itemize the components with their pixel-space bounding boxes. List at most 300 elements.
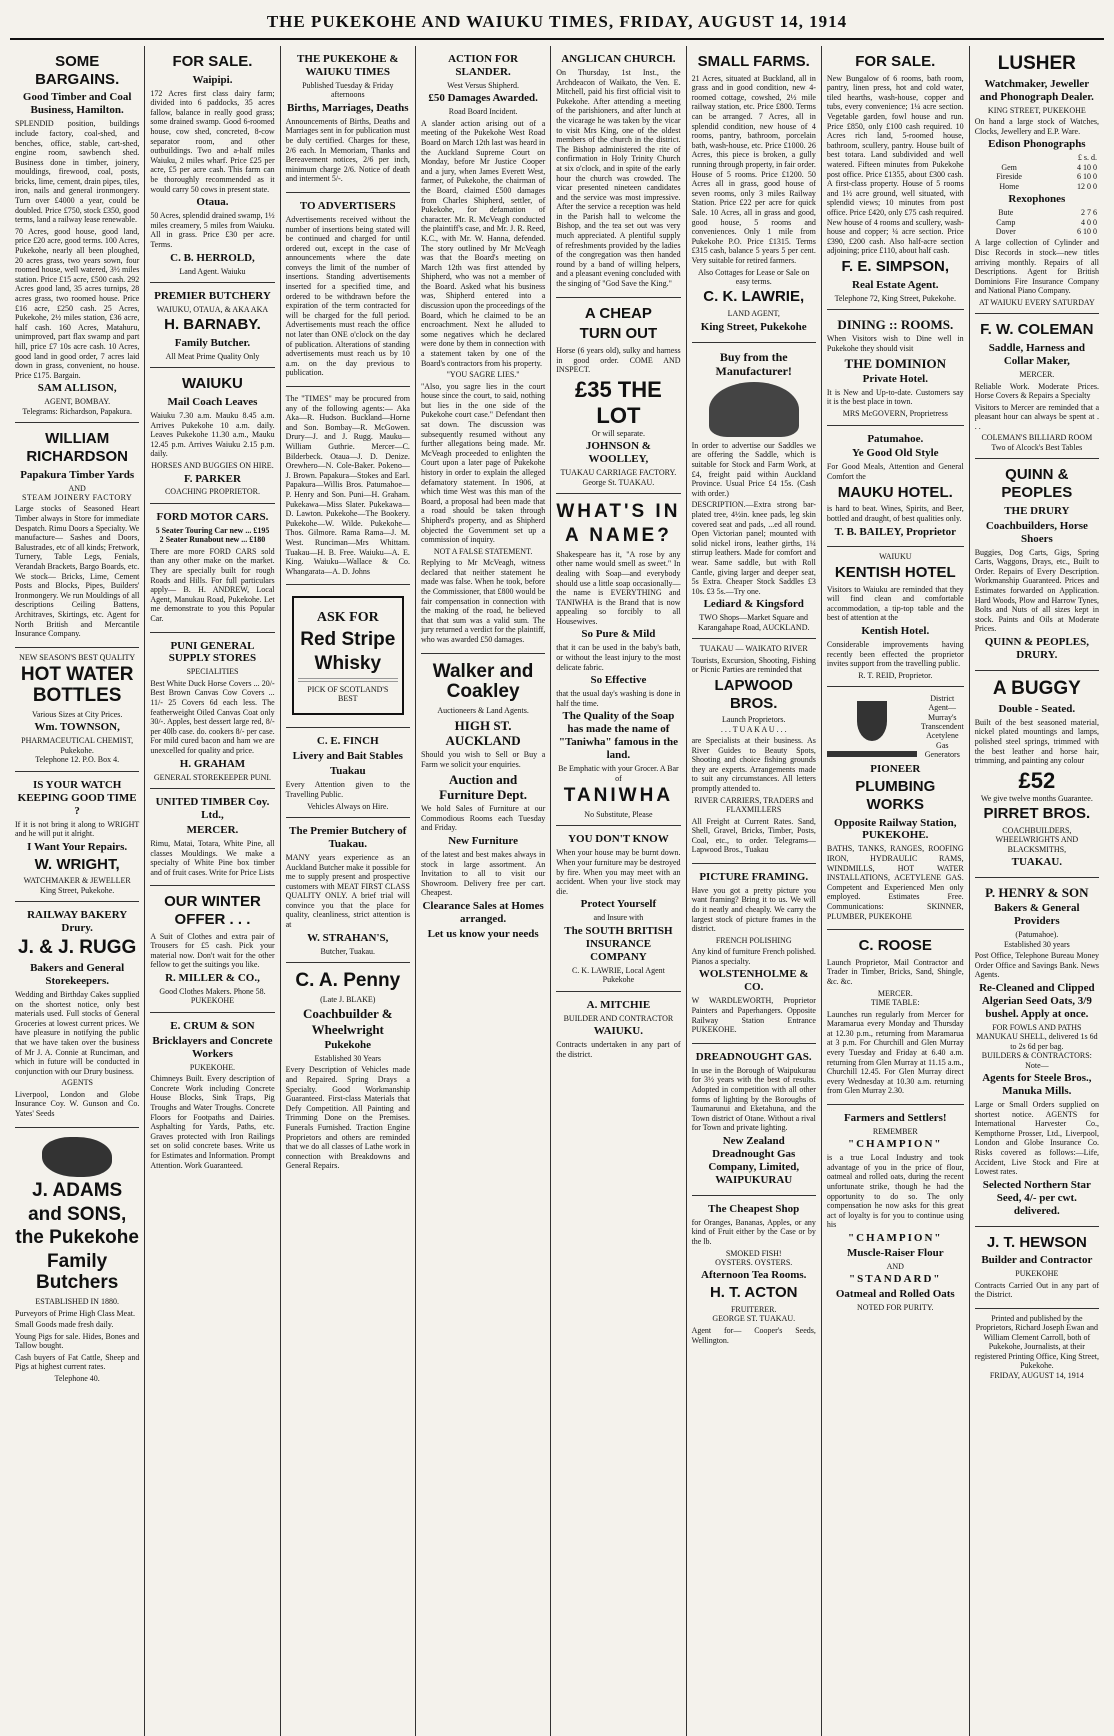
ad-body: Launches run regularly from Mercer for Maramarua every Monday and Thursday at 12.30 p.m., returning from Maramarua at 3 p.m. For Churchill and Glen Murray every Tuesday and Friday at 6.40 a.m. returning from Glen Murray at 11.15 a.m., Churchill 12.45. For Glen Murray direct every Wednesday at 10.30 a.m. returning from Glen Murray 2.30. (826, 1009, 964, 1096)
ad-name: THE DOMINION (844, 355, 947, 371)
ad-winter-offer (150, 886, 274, 1013)
ad-dept: Auction and Furniture Dept. (439, 771, 528, 802)
divider (298, 678, 398, 682)
article-title: ANGLICAN CHURCH. (561, 53, 676, 65)
ad-price: £35 THE LOT (574, 376, 662, 428)
ad-company: The SOUTH BRITISH INSURANCE COMPANY (564, 924, 673, 963)
article-anglican (556, 46, 680, 298)
ad-subtitle: SPECIALITIES (186, 667, 239, 677)
ad-place: WAIUKU (879, 552, 912, 562)
ad-body: Liverpool, London and Globe Insurance Coy. W. Gunson and Co. Yates' Seeds (15, 1089, 140, 1119)
ad-oysters: OYSTERS. OYSTERS. (715, 1257, 793, 1267)
ad-champ: "CHAMPION" (848, 1138, 943, 1151)
ad-title: PIONEER (870, 763, 921, 776)
ad-name: J. ADAMS (32, 1179, 123, 1201)
ad-body: Shakespeare has it, "A rose by any other name would smell as sweet." In dealing with Soap—and everybody should use a little soap occasionally—the name is EVERYTHING and TANIWHA is the Brand that is now appealing so forcibly to all Housewives. (556, 549, 681, 626)
ad-bmd: Births, Marriages, Deaths (286, 101, 409, 114)
ad-role: Butcher, Tuakau. (320, 946, 376, 956)
ad-body: Best White Duck Horse Covers ... 20/- Best Brown Canvas Cow Covers ... 11/- 25 Covers 6d each less. The featherweight Oiled Canvas Coat only 30/-. Apples, best dessert large red, 8/- per 40lb case. do. cookers 8/- per case. For mild cured bacon and ham we are unexcelled for quality and price. (150, 678, 275, 756)
article-body: A slander action arising out of a meeting of the Pukekohe West Road Board on March 12th last was heard in the Auckland Supreme Court on Monday, before Mr Justice Cooper and a jury, when James Everett West, farmer, of Pukekohe, the chairman of the Board, claimed £500 damages from Charles Shipherd, settler, of Pukekohe, for defamation of character. Mr. R. McVeagh conducted the plaintiff's case, and Mr. J. R. Reed, K.C., with Mr. W. Hanna, defended. The story outlined by Mr McVeagh was that the Board's meeting on March 12th was first attended by Shipherd, who was not a member of the Board. Asked what his business was, Shipherd entered into a discussion upon the proceedings of the Board, which he claimed to be an encroachment. Next he alluded to some negatives which he declared were done by them in connection with a statement taken by one of the Board's contractors from his property. (420, 118, 546, 368)
saddle-icon (709, 382, 799, 437)
model-price: 6 10 0 (1077, 227, 1097, 237)
ad-body: Reliable Work. Moderate Prices. Horse Covers & Repairs a Specialty (974, 381, 1099, 401)
ad-sub: Private Hotel. (862, 372, 928, 385)
ad-emph: Be Emphatic with your Grocer. A Bar of (558, 764, 679, 783)
whisky-box (292, 596, 404, 715)
ad-subtitle: Bakers and General Storekeepers. (30, 962, 125, 988)
ad-name: F. E. SIMPSON, (841, 257, 950, 275)
ad-body: Wedding and Birthday Cakes supplied on the shortest notice, only best materials used. Full stocks of General Groceries at lowest current prices. We have pleasure in notifying the public that we have taken over the business of Mr J. A. Connie at Runciman, and which in future will be conducted in conjunction with our Drury business. (15, 990, 140, 1076)
ad-place: . . . T U A K A U . . . (720, 724, 787, 734)
ad-telephone: Telephone 72, King Street, Pukekohe. (834, 293, 956, 303)
currency-header: £ s. d. (1077, 153, 1097, 163)
model-name: Fireside (996, 172, 1022, 182)
model-price: 4 0 0 (1081, 217, 1097, 227)
ad-std: "STANDARD" (849, 1273, 942, 1286)
ad-picture-framing (692, 864, 816, 1044)
ad-name: J. T. HEWSON (986, 1233, 1087, 1251)
ad-place: King Street, Pukekohe (700, 320, 807, 333)
ad-name: Wm. TOWNSON, (34, 721, 120, 734)
ad-title: SOME BARGAINS. (35, 53, 120, 88)
imprint (975, 1309, 1099, 1386)
ad-name: PLUMBING WORKS (855, 778, 936, 813)
ad-saddles (692, 343, 816, 640)
article-sub: Road Board Incident. (448, 107, 518, 117)
ad-role: Coachbuilders, Horse Shoers (985, 519, 1088, 545)
ad-penny (286, 963, 410, 1179)
ad-times-notice (286, 46, 410, 193)
ad-subtitle: STEAM JOINERY FACTORY (21, 492, 133, 502)
ad-body: We hold Sales of Furniture at our Commodious Rooms each Tuesday and Friday. (420, 804, 546, 833)
ad-line: Cash buyers of Fat Cattle, Sheep and Pigs at highest current rates. (15, 1352, 140, 1372)
ad-oats: Re-Cleaned and Clipped Algerian Seed Oats, 3/9 bushel. Apply at once. (979, 982, 1095, 1020)
column-1 (10, 46, 144, 1736)
ad-body: A Suit of Clothes and extra pair of Trousers for £5 cash. Pick your material now. Don't wait for the other fellow to get the suitings you like. (150, 931, 275, 970)
ad-ford (150, 504, 274, 633)
ad-tea: Afternoon Tea Rooms. (701, 1269, 807, 1282)
ad-body: When Visitors wish to Dine well in Pukekohe they should visit (826, 334, 964, 353)
ad-price: £52 (1018, 767, 1056, 793)
ad-title: YOU DON'T KNOW (568, 833, 669, 846)
ad-place: MERCER. (186, 823, 239, 836)
model-name: Gem (1001, 162, 1017, 172)
ad-role: Builder and Contractor (981, 1254, 1093, 1267)
ad-title: WHAT'S IN (556, 500, 681, 522)
ad-body: is a true Local Industry and took advantage of you in the price of flour, oatmeal and rolled oats, during the recent unfortunate strike, though he had the opportunity to do so. The only compensation he now asks for this great act of loyalty is for you to continue using his (826, 1153, 964, 1230)
article-body: Replying to Mr McVeagh, witness declared that neither statement he made was false. When he took, before the Commissioner, that £800 would be fair compensation in connection with the making of the road, he believed that that sum was a valid sum. The jury returned a verdict for the plaintiff, who was awarded £50 damages. (420, 558, 546, 644)
article-body: On Thursday, 1st Inst., the Archdeacon of Waikato, the Ven. E. Mitchell, paid his first official visit to Pukekohe. After attending a meeting of the parishioners, and after lunch at the vicarage he was taken by the vicar to visit Mrs King, one of the oldest members of the church in the district. The Bishop administered the rite of confirmation in Holy Trinity Church at six o'clock, and in spite of the early hour the church was crowded. The vicar presented nineteen candidates and the service was most impressive. After the service a reception was held in the Parish hall to welcome the Bishop, and the tea set out was very much appreciated. A plentiful supply of refreshments provided by the ladies of the congregation was then handed round by a band of willing helpers, and a pleasant evening concluded with the singing of "God Save the King." (556, 67, 681, 289)
ad-name: J. & J. RUGG (18, 937, 137, 959)
ad-body: Buggies, Dog Carts, Gigs, Spring Carts, Waggons, Drays, etc., Built to Order. Repairs of Every Description. Workmanship Guaranteed. Prices and Estimates forwarded on Application. Hard Woods, Plow and Harrow Tynes, Bolts and Nuts of all sizes kept in stock. Paints and Oils at Moderate Prices. (974, 547, 1099, 634)
ad-taniwha (556, 494, 680, 827)
ad-subtitle: Bricklayers and Concrete Workers (152, 1034, 273, 1060)
ad-body: For Good Meals, Attention and General Comfort the (826, 462, 964, 482)
ad-title: TURN OUT (579, 325, 658, 343)
ad-body: Horse (6 years old), sulky and harness in good order. COME AND INSPECT. (556, 346, 681, 375)
ad-agents: AGENTS (61, 1078, 93, 1088)
ad-body: of the latest and best makes always in stock in large assortment. An Invitation to all to visit our Showroom. Delivery free per cart. Cheapest. (420, 850, 546, 898)
ad-name: H. GRAHAM (179, 757, 246, 770)
ad-name: JOHNSON & WOOLLEY, (585, 440, 651, 466)
ad-name: and SONS, (28, 1203, 127, 1225)
ad-name: P. HENRY & SON (985, 885, 1089, 901)
ad-telegrams: Telegrams: Richardson, Papakura. (22, 406, 132, 416)
ad-role: PHARMACEUTICAL CHEMIST, Pukekohe. (21, 736, 134, 755)
ad-title: FOR SALE. (172, 53, 253, 70)
ad-kentish-hotel (827, 547, 964, 687)
ad-name: WOLSTENHOLME & CO. (698, 968, 809, 994)
ad-red-stripe (286, 585, 410, 728)
sheep-icon (42, 1137, 112, 1177)
ad-sub: So Pure & Mild (581, 628, 656, 641)
ad-name: C. ROOSE (858, 937, 932, 955)
ad-for-sale-simpson (827, 46, 964, 310)
masthead: THE PUKEKOHE AND WAIUKU TIMES, FRIDAY, AUGUST 14, 1914 (10, 8, 1104, 40)
ad-title: PICTURE FRAMING. (699, 870, 809, 883)
ad-brand: TANIWHA (563, 785, 674, 807)
ad-also: Also Cottages for Lease or Sale on easy terms. (697, 267, 810, 286)
article-title: ACTION FOR SLANDER. (448, 53, 519, 78)
ad-dreadnought (692, 1044, 816, 1196)
ad-cheap-turnout (556, 298, 680, 494)
ad-name: F. PARKER (184, 472, 241, 485)
ad-body: 50 Acres, splendid drained swamp, 1½ miles creamery, 5 miles from Waiuku. All in grass. Price £30 per acre. Terms. (150, 211, 275, 249)
ad-roose (827, 930, 964, 1105)
ad-role: COACHBUILDERS, WHEELWRIGHTS AND BLACKSMITHS, (995, 825, 1079, 854)
table-row (975, 182, 1099, 191)
ad-subtitle: Good Timber and Coal Business, Hamilton. (22, 91, 132, 117)
ad-mauku-hotel (827, 426, 964, 548)
ad-line: 5 Seater Touring Car new ... £195 (155, 525, 270, 535)
ad-body: On hand a large stock of Watches, Clocks, Jewellery and E.P. Ware. (974, 117, 1099, 136)
ad-est: Established 30 years (1003, 939, 1070, 949)
ad-title: A BUGGY (992, 677, 1081, 699)
ad-name: A. MITCHIE (586, 998, 651, 1011)
ad-role: FRUITERER. (730, 1305, 777, 1315)
ad-product: Whisky (314, 652, 382, 674)
article-sub: NOT A FALSE STATEMENT. (433, 546, 533, 556)
ad-place: TUAKAU. (1011, 856, 1063, 869)
ad-body: Contracts undertaken in any part of the district. (556, 1039, 681, 1059)
ad-coleman (975, 314, 1099, 459)
ad-role: Watchmaker, Jeweller and Phonograph Dealer. (979, 77, 1094, 103)
ad-body: Tourists, Excursion, Shooting, Fishing or Picnic Parties are reminded that (691, 655, 816, 675)
ad-name: H. BARNABY. (164, 316, 261, 334)
ad-quality: The Quality of the Soap has made the name of "Taniwha" famous in the land. (558, 710, 678, 762)
ad-body: Visitors to Mercer are reminded that a pleasant hour can always be spent at . . . (974, 402, 1099, 431)
ad-body: In order to advertise our Saddles we are offering the Saddle, which is suitable for Stock and Farm Work, at £4, freight paid within Auckland Province. Usual Price £4 15s. (Cash with order.) (691, 440, 816, 498)
ad-place: Tuakau (329, 765, 366, 778)
ad-name: MAUKU HOTEL. (837, 483, 953, 501)
ad-title: FORD MOTOR CARS. (156, 510, 269, 523)
ad-and: AND (886, 1261, 904, 1271)
ad-trade: Coachbuilder & Wheelwright (302, 1006, 393, 1037)
ad-role: W WARDLEWORTH, Proprietor Painters and Paperhangers. Opposite Railway Station Entrance PUKEKOHE. (691, 996, 816, 1035)
ad-fish: SMOKED FISH! (725, 1248, 782, 1258)
ad-role: GENERAL STOREKEEPER PUNI. (153, 772, 272, 782)
ad-for-sale-waipipi (150, 46, 274, 283)
ad-body: There are more FORD CARS sold than any other make on the market. They are specially built for rough Roads and Hills. For full particulars apply— B. H. ANDREW, Local Agent, Manukau Road, Pukekohe. Let me demonstrate to you this Popular Car. (150, 546, 275, 623)
ad-title: FOR SALE. (855, 53, 936, 70)
ad-title: PREMIER BUTCHERY (154, 289, 271, 302)
ad-title: A CHEAP (584, 304, 652, 322)
ad-walker-coakley (421, 654, 545, 949)
ad-lusher (975, 46, 1099, 314)
ad-body: Chimneys Built. Every description of Concrete Work including Concrete House Blocks, Sink Traps, Pig Troughs and Water Troughs. Concrete Floors for Footpaths and Dairies. Asphalting for Yards, Paths, etc. Graves protected with Iron Railings set on solid concrete bases. Write us for Estimates and Information. Prompt Attention. Work Guaranteed. (150, 1074, 275, 1170)
ad-role: AGENT, BOMBAY. (44, 397, 111, 407)
ad-oat: Oatmeal and Rolled Oats (835, 1288, 955, 1301)
ad-protect: Protect Yourself (580, 898, 657, 911)
ad-agent: C. K. LAWRIE, Local Agent Pukekohe (571, 965, 665, 985)
ad-tables: Two of Alcock's Best Tables (991, 442, 1083, 452)
ad-place: THE DRURY (1004, 504, 1070, 517)
ad-title: THE PUKEKOHE & WAIUKU TIMES (297, 53, 399, 78)
article-sub: West Versus Shipherd. (447, 80, 520, 90)
ad-role: COACHING PROPRIETOR. (164, 487, 260, 497)
ad-subtitle: Mail Coach Leaves (167, 396, 258, 409)
ad-body: that it can be used in the baby's bath, or without the least injury to the most delicate fabric. (556, 643, 681, 672)
ad-place: George St. TUAKAU. (582, 477, 655, 487)
ad-body: If it is not bring it along to WRIGHT and he will put it alright. (15, 819, 140, 839)
ad-title: TO ADVERTISERS (299, 199, 396, 212)
ad-note: All Meat Prime Quality Only (165, 352, 260, 361)
ad-flour: Muscle-Raiser Flour (846, 1246, 944, 1259)
ad-name: R. MILLER & CO., (165, 972, 260, 985)
ad-body: 21 Acres, situated at Buckland, all in grass and in good condition, new 4-roomed cottage, cowshed, 2½ mile railway station, etc. Price £800. Terms can be arranged. 7 Acres, all in splendid condition, new house of 4 rooms, pantry, bathroom, porcelain bath, wash-house, etc. Price £1000. 26 Acres, this piece is broken, a gully running through property, in fair order. House of 5 rooms. Price £1200. 50 Acres all in grass, good house of seven rooms, only 3 miles Railway Station. Price £22 per acre for quick Sale. 10 Acres, all in grass and good, good house, 5 rooms and conveniences. Only 1 mile from Pukekohe P.O. Price £1315. Terms £315 cash, balance 5 years 5 per cent. Very suitable for retired farmers. (691, 73, 816, 265)
ad-brand: Red Stripe (300, 628, 396, 650)
ad-top: NEW SEASON'S BEST QUALITY (19, 652, 136, 662)
ad-body: All Freight at Current Rates. Sand, Shell, Gravel, Bricks, Timber, Posts, Coal, etc., to order. Telegrams—Lapwood Bros., Tuakau (691, 816, 816, 855)
ad-place: PUKEKOHE. (189, 1062, 236, 1072)
ad-place: GEORGE ST. TUAKAU. (712, 1314, 796, 1324)
ad-place: KING STREET, PUKEKOHE (987, 105, 1086, 115)
ad-body: Should you wish to Sell or Buy a Farm we solicit your enquiries. (420, 750, 546, 769)
model-price: 6 10 0 (1077, 172, 1097, 182)
phonograph-table (975, 153, 1099, 191)
ad-premier-butchery (150, 283, 274, 369)
ad-name: C. B. HERROLD, (170, 251, 255, 264)
ad-name: W. STRAHAN'S, (307, 931, 389, 944)
ad-role: LAND AGENT, (727, 309, 780, 319)
model-price: 12 0 0 (1077, 181, 1097, 191)
ad-watch (15, 772, 139, 903)
pioneer-row (827, 692, 964, 761)
ad-title: DREADNOUGHT GAS. (695, 1050, 812, 1063)
ad-title: A NAME? (564, 524, 672, 546)
ad-pick: PICK OF SCOTLAND'S BEST (307, 684, 389, 704)
ad-acton (692, 1196, 816, 1353)
ad-body: Launch Proprietor, Mail Contractor and Trader in Timber, Bricks, Sand, Shingle, &c. &c. (826, 957, 964, 987)
ad-title: The Cheapest Shop (708, 1202, 800, 1215)
model-name: Bute (998, 208, 1014, 218)
ad-body: The "TIMES" may be procured from any of the following agents:— Aka Aka—R. Hudson. Buckland—Horne and Son. Bombay—R. McGowen. Drury—J. and J. Rugg. Mauku—William Guthrie. Mercer—C. Bilderbeck. Otaua—J. D. Denize. Orewhero—N. Cole-Baker. Pokeno—J. Brown. Papakura—Stokes and Earl. Papakura—Willis Bros. Patumahoe—P. Henry and Son. Puni—H. Graham. Pukekawa—Miss Slater. Pukekawa—D. Lawton. Pukekohe—The Bookery. Pukekohe—W. Wilde. Pukekohe—Thos. Gilmore. Rama Rama—J. M. West. Runciman—Mrs Whittam. Tuakau—H. B. Free. Waiuku—A. E. King. Waiuku—Wallace & Co. Whangarata—A. D. Johns (285, 394, 410, 576)
ad-champ: "CHAMPION" (848, 1232, 943, 1244)
ad-sub: RIVER CARRIERS, TRADERS and FLAXMILLERS (694, 795, 814, 815)
ad-place: MERCER. (877, 988, 913, 998)
ad-billiard: COLEMAN'S BILLIARD ROOM (981, 433, 1093, 443)
table-row (975, 227, 1099, 236)
ad-sub: So Effective (590, 674, 647, 687)
ad-telephone: Telephone 12. P.O. Box 4. (35, 755, 120, 765)
ad-name: New Zealand Dreadnought Gas Company, Limited, WAIPUKURAU (708, 1134, 800, 1186)
ad-title: PUNI GENERAL SUPPLY STORES (168, 639, 257, 665)
ad-ask: ASK FOR (316, 610, 379, 626)
ad-title: UNITED TIMBER Coy. Ltd., (155, 796, 270, 821)
ad-builders: BUILDERS & CONTRACTORS: (981, 1051, 1092, 1061)
ad-name: QUINN & PEOPLES (1001, 466, 1073, 502)
ad-agent: Agent for— Cooper's Seeds, Wellington. (691, 1325, 816, 1345)
ad-name: KENTISH HOTEL (834, 563, 956, 581)
column-8 (969, 46, 1104, 1736)
ad-rexophones: Rexophones (1008, 193, 1066, 206)
ad-subtitle: Published Tuesday & Friday afternoons (302, 80, 394, 100)
columns (10, 46, 1104, 1736)
ad-sat: AT WAIUKU EVERY SATURDAY (978, 298, 1095, 308)
column-3 (280, 46, 415, 1736)
model-price: 4 10 0 (1077, 162, 1097, 172)
rexophone-table (975, 208, 1099, 236)
column-2 (144, 46, 279, 1736)
ad-quinn-peoples (975, 459, 1099, 671)
ad-some-bargains (15, 46, 139, 423)
ad-name: Lediard & Kingsford (703, 598, 804, 611)
article-sub: £50 Damages Awarded. (428, 92, 538, 105)
model-price: 2 7 6 (1081, 208, 1097, 218)
ad-south-british (556, 826, 680, 991)
ad-note: Note— (1025, 1060, 1049, 1070)
ad-name: H. T. ACTON (709, 1284, 798, 1302)
ad-edison: Edison Phonographs (988, 138, 1086, 151)
ad-telephone: Telephone 40. (54, 1374, 100, 1384)
ad-note: Vehicles Always on Hire. (307, 801, 389, 811)
ad-mitchie (556, 992, 680, 1068)
ad-title: LUSHER (997, 53, 1076, 74)
ad-body: BATHS, TANKS, RANGES, ROOFING IRON, HYDRAULIC RAMS, WINDMILLS, HOT WATER INSTALLATIONS, ACETYLENE GAS. Competent and Experienced Men only employed. Estimates Free. Communications: SKINNER, PLUMBER, PUKEKOHE (826, 844, 964, 921)
imprint-text: Printed and published by the Proprietors, Richard Joseph Ewan and William Clement Carroll, both of Pukekohe, Journalists, at their registered Printing Office, King Street, Pukekohe. (974, 1314, 1099, 1371)
ad-hot-water-bottles (15, 648, 139, 772)
ad-body: Large stocks of Seasoned Heart Timber always in Store for immediate Despatch. Rimu Doors a Specialty. We manufacture— Sashes and Doors, Balustrades, etc of all kinds; Fretwork, Turnery, Table Legs, Fenials, Verandah Brackets, Bargo Boards, etc. We stock— Bricks, Lime, Cement Posts and Blocks, Pipes, Builders' Ironmongery. We run Mouldings of all descriptions Ceiling Battens, Architraves, Skirtings, etc. Agent for North British and Mercantile Insurance Company. (15, 504, 140, 639)
column-7 (821, 46, 969, 1736)
ad-noted: NOTED FOR PURITY. (857, 1303, 934, 1313)
ad-body: Any kind of furniture French polished. Pianos a specialty. (691, 947, 816, 966)
ad-name: C. E. FINCH (316, 735, 379, 748)
ad-place: MERCER. (1019, 370, 1055, 380)
ad-sub: FRENCH POLISHING (715, 935, 792, 945)
ad-and: AND (68, 483, 86, 493)
ad-body: Post Office, Telephone Bureau Money Order Office and Savings Bank. News Agents. (974, 951, 1099, 980)
ad-sub: Kentish Hotel. (861, 624, 930, 637)
model-name: Dover (995, 227, 1016, 237)
ad-body: SPLENDID position, buildings include factory, coal-shed, and benches, office, stable, cart-shed, engine room, sawbench shed. Business done in timber, joinery, mouldings, firewood, coal, posts, bricks, lime, cement, drain pipes, tiles, iron, nails and general ironmongery. Turn over £4000 a year, could be doubled. Price £750, stock £350, good terms, land a railway lease renewable. (15, 119, 140, 225)
ad-sub: Ye Good Old Style (852, 447, 939, 460)
ad-role: TUAKAU CARRIAGE FACTORY. (560, 468, 677, 478)
ad-title: TUAKAU — WAIKATO RIVER (699, 644, 808, 654)
ad-places: WAIUKU, OTAUA, & AKA AKA (156, 304, 269, 314)
ad-place: TWO Shops—Market Square and Karangahape Road, AUCKLAND. (697, 613, 810, 632)
ad-hewson (975, 1227, 1099, 1309)
ad-title: IS YOUR WATCH KEEPING GOOD TIME ? (17, 778, 137, 817)
ad-trade: Family Butchers (35, 1251, 119, 1294)
ad-clear: Clearance Sales at Homes arranged. (422, 899, 544, 925)
ad-body: Every Description of Vehicles made and Repaired. Spring Drays a Specialty. Good Workmanship Guaranteed. First-class Materials that Defy Competition. All Painting and Trimming Done on the Premises. Funerals Furnished. Traction Engine Proprietors and others are reminded that we do all classes of Lathe work in connection with Breakdowns and General Repairs. (285, 1065, 410, 1171)
ad-role: Good Clothes Makers. Phone 58. PUKEKOHE (159, 987, 266, 1006)
ad-body: are Specialists at their business. As River Guides to Beauty Spots, Shooting and choice fishing grounds they are experts. Arrangements made to suit any circumstances. All letters promptly attended to. (691, 736, 816, 794)
ad-lapwood (692, 639, 816, 864)
ad-to-advertisers (286, 193, 410, 387)
ad-body: Advertisements received without the number of insertions being stated will be continued and charged for until ordered out, except in the case of announcements where the date conveys the limit of the number of insertions. Standing advertisements inserted for a specified time, and ordered to be withdrawn before the expiration of the term contracted for will be charged for the full period. Advertisements must reach the office not later than ONE o'clock on the day of publication. Alterations of standing advertisements must reach us by 10 a.m. on the day previous to publication. (285, 214, 410, 378)
ad-place: Waipipi. (192, 73, 233, 86)
ad-body: DESCRIPTION.—Extra strong bar-plated tree, 4½in. knee pads, leg skin covered seat and pads, ...ed all round. Open Victorian panel; mounted with solid nickel irons, leather girths, 1¼ stirrup leathers. Made for comfort and wear. Same saddle, but with Roll Cantle, giving larger and deeper seat, 5s Extra. Cheaper Stock Saddles £3 10s. £3 5s.—Try one. (691, 500, 816, 596)
ad-seed: Selected Northern Star Seed, 4/- per cwt. delivered. (982, 1178, 1091, 1217)
ad-note: HORSES AND BUGGIES ON HIRE. (151, 461, 274, 471)
ad-body: Waiuku 7.30 a.m. Mauku 8.45 a.m. Arrives Pukekohe 10 a.m. daily. Leaves Pukekohe 11.30 a.m., Mauku 12.45 p.m. Arrives Waiuku 2.15 p.m. daily. (150, 411, 275, 459)
ad-crum (150, 1013, 274, 1178)
ad-line: Purveyors of Prime High Class Meat. (15, 1308, 135, 1318)
ad-waiuku-coach (150, 368, 274, 503)
ad-place: Patumahoe. (867, 432, 924, 445)
ad-name: C. K. LAWRIE, (703, 288, 805, 306)
ad-body: 172 Acres first class dairy farm; divided into 6 paddocks, 35 acres fallow, balance in really good grass; some drained swamp. Good 6-roomed house, cow shed, concreted, 8-cow separator room, and other outbuildings. Two and a-half miles Waiuku, 2 miles wharf. Price £25 per acre, £5 per acre cash. This farm can be thoroughly recommended as it would carry 50 cows in present state. (150, 88, 275, 194)
ad-place: PUKEKOHE (1015, 1269, 1059, 1279)
ad-body: Built of the best seasoned material, nickel plated mountings and lamps, polished steel springs, trimmed with the best leather and horse hair, trimming, and painting any colour (974, 717, 1099, 766)
ad-line: Young Pigs for sale. Hides, Bones and Tallow bought. (15, 1331, 140, 1351)
ad-line: Small Goods made fresh daily. (15, 1320, 114, 1330)
ad-est: ESTABLISHED IN 1880. (35, 1297, 119, 1307)
ad-body: Contracts Carried Out in any part of the District. (974, 1280, 1099, 1300)
ad-subtitle: Various Sizes at City Prices. (31, 709, 123, 719)
ad-body: Rimu, Matai, Totara, White Pine, all classes Mouldings. We make a specialty of White Pine box timber and of fruit cases. Write for Price Lists (150, 838, 275, 877)
ad-finch (286, 728, 410, 818)
ad-body: A large collection of Cylinder and Disc Records in stock—new titles arriving monthly. Repairs of all Descriptions. Agent for British Dominions Fire Insurance Company and National Piano Company. (974, 238, 1099, 296)
table-row (975, 218, 1099, 227)
ad-buggy (975, 671, 1099, 878)
ad-body: Considerable improvements having recently been effected the proprietor invites support from the travelling public. (826, 639, 964, 669)
column-4 (415, 46, 550, 1736)
ad-body: Large or Small Orders supplied on shortest notice. AGENTS for International Harvester Co., Kempthorne Prosser, Ltd., Liverpool, London and Globe Insurance Co. Risks covered as follows:—Life, Accident, Live Stock and Fire at Lowest rates. (974, 1100, 1099, 1177)
ad-premier-butchery-tuakau (286, 818, 410, 963)
table-row (975, 153, 1099, 162)
ad-line: 2 Seater Runabout new ... £180 (159, 535, 266, 545)
ad-name: SAM ALLISON, (37, 382, 117, 395)
ad-guarantee: We give twelve months Guarantee. (980, 793, 1093, 803)
ad-body: Every Attention given to the Travelling Public. (285, 780, 410, 799)
ad-title: HOT WATER BOTTLES (20, 664, 134, 707)
ad-body: Announcements of Births, Deaths and Marriages sent in for publication must be duly certified. Charges for these, 2/6 each. In Memoriam, Thanks and Bereavement notices, 2/6 per inch, minimum charge 2/6. Notice of death and interment 5/-. (285, 116, 410, 184)
plough-icon (827, 696, 917, 757)
table-row (975, 208, 1099, 217)
ad-name: W. WRIGHT, (34, 855, 120, 873)
model-name: Camp (996, 217, 1016, 227)
ad-place: (Patumahoe). (1015, 930, 1059, 940)
ad-body: 70 Acres, good house, good land, price £20 acre, good terms. 100 Acres, Pukekohe, nearly all been ploughed, 20 acres grass, two years sown, four roomed house, well watered, 3½ miles station. Price £15 acre, £500 cash. 292 Acres good land, 35 acres turnips, 28 acres grass, two roomed house. Price £16 acre, £250 cash. 25 Acres, Pukekohe, 2½ miles station, £36 acre, half cash. 160 Acres, Matahuru, unimproved, part flax swamp and part hill, price £7 10s acre cash. 10 Acres, good land in good order, 7 acres laid down in grass, convenient, no house. Price £175. Bargain. (15, 226, 140, 380)
ad-body: It is New and Up-to-date. Customers say it is the best place in town. (826, 387, 964, 407)
ad-william-richardson (15, 423, 139, 648)
ad-place: Pukekohe (324, 1039, 372, 1052)
ad-want: I Want Your Repairs. (27, 840, 128, 853)
ad-apply: Or will separate. (591, 428, 645, 438)
ad-role: Saddle, Harness and Collar Maker, (988, 342, 1085, 368)
ad-body: In use in the Borough of Waipukurau for 3½ years with the best of results. Adopted in competition with all other forms of lighting by the Boroughs of Taumarunui and Eketahuna, and the Town district of Otane. Without a rival for Town and private lighting. (691, 1065, 816, 1133)
ad-body: for Oranges, Bananas, Apples, or any kind of Fruit either by the Case or by the lb. (691, 1217, 816, 1246)
ad-title: Buy from the Manufacturer! (715, 349, 792, 378)
ad-railway-bakery (15, 902, 139, 1127)
table-row (975, 163, 1099, 172)
ad-place: HIGH ST. AUCKLAND (445, 717, 521, 749)
ad-let: Let us know your needs (427, 927, 539, 940)
ad-body: Visitors to Waiuku are reminded that they will find clean and comfortable accommodation, a tip-top table and the best of attention at the (826, 584, 964, 623)
ad-role: Family Butcher. (174, 337, 251, 350)
